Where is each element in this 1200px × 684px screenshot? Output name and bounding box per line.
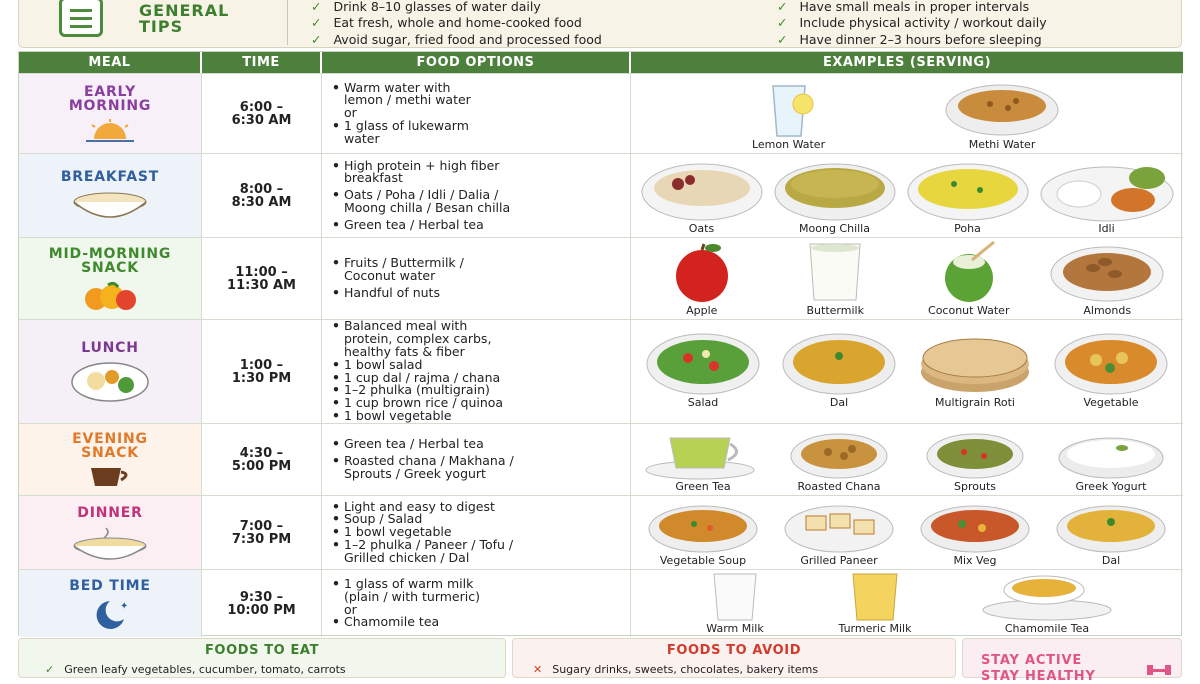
- oats-bowl-icon: [638, 162, 766, 222]
- meal-cell: [19, 238, 202, 319]
- turmeric-milk-glass-icon: [835, 572, 915, 622]
- salad-bowl-icon: [644, 332, 762, 396]
- tip-item: ✓ Have dinner 2–3 hours before sleeping: [777, 31, 1042, 47]
- chamomile-tea-cup-icon: [980, 572, 1114, 622]
- tip-item: ✓ Avoid sugar, fried food and processed food: [311, 31, 602, 47]
- example-item: Greek Yogurt: [1052, 432, 1170, 493]
- dal-bowl-icon: [1052, 504, 1170, 554]
- methi-water-bowl-icon: [942, 84, 1062, 138]
- coconut-icon: [914, 242, 1024, 304]
- example-item: Grilled Paneer: [780, 504, 898, 567]
- examples-cell: [631, 424, 1183, 495]
- table-row-lunch: [19, 319, 1183, 423]
- example-item: Dal: [780, 332, 898, 409]
- meal-name: BREAKFAST: [60, 168, 160, 185]
- meal-name: MID-MORNING SNACK: [48, 245, 172, 276]
- meal-cell: [19, 570, 202, 637]
- check-icon: ✓: [45, 663, 55, 676]
- tip-item: ✓ Include physical activity / workout daily: [777, 15, 1047, 31]
- header-meal: MEAL: [19, 52, 202, 73]
- meal-cell: [19, 154, 202, 237]
- table-row-dinner: [19, 495, 1183, 569]
- meal-name: DINNER: [77, 504, 143, 521]
- header-food-options: FOOD OPTIONS: [322, 52, 631, 73]
- tip-item: ✓ Eat fresh, whole and home-cooked food: [311, 15, 582, 31]
- tea-cup-icon: [85, 466, 135, 488]
- food-options-cell: • Light and easy to digest • Soup / Salad • 1 bowl vegetable • 1–2 phulka / Paneer / Tofu / Grilled chicken / Dal: [322, 496, 631, 569]
- example-item: Multigrain Roti: [916, 332, 1034, 409]
- tip-item: ✓ Drink 8–10 glasses of water daily: [311, 0, 541, 14]
- check-icon: ✓: [777, 31, 788, 47]
- time-cell: 8:00 – 8:30 AM: [202, 154, 322, 237]
- table-row-evening-snack: [19, 423, 1183, 495]
- warm-milk-glass-icon: [700, 572, 770, 622]
- meal-name: BED TIME: [69, 577, 151, 594]
- example-item: Methi Water: [942, 84, 1062, 151]
- examples-cell: [631, 570, 1183, 637]
- example-item: Sprouts: [916, 432, 1034, 493]
- green-tea-cup-icon: [644, 432, 762, 480]
- example-item: Almonds: [1047, 242, 1167, 317]
- food-options-cell: • Fruits / Buttermilk / Coconut water • Handful of nuts: [322, 238, 631, 319]
- table-row-breakfast: [19, 153, 1183, 237]
- foods-to-avoid-panel: [512, 638, 956, 678]
- time-cell: 7:00 – 7:30 PM: [202, 496, 322, 569]
- example-item: Warm Milk: [700, 572, 770, 635]
- stay-active-text: STAY ACTIVE: [981, 653, 1083, 668]
- dal-bowl-icon: [780, 332, 898, 396]
- poha-plate-icon: [904, 162, 1032, 222]
- check-icon: ✓: [311, 31, 322, 47]
- check-icon: ✓: [311, 15, 322, 31]
- time-cell: 9:30 – 10:00 PM: [202, 570, 322, 637]
- table-row-bed-time: [19, 569, 1183, 637]
- example-item: Mix Veg: [916, 504, 1034, 567]
- foods-to-avoid-title: FOODS TO AVOID: [666, 643, 802, 658]
- time-cell: 1:00 – 1:30 PM: [202, 320, 322, 423]
- apple-icon: [647, 242, 757, 304]
- example-item: Salad: [644, 332, 762, 409]
- general-tips-banner: [18, 0, 1182, 48]
- fruits-icon: [78, 281, 142, 311]
- example-item: Apple: [647, 242, 757, 317]
- time-cell: 11:00 – 11:30 AM: [202, 238, 322, 319]
- idli-plate-icon: [1037, 162, 1177, 222]
- example-item: Idli: [1037, 162, 1177, 235]
- sunrise-icon: [82, 119, 138, 143]
- check-icon: ✓: [777, 15, 788, 31]
- examples-cell: [631, 74, 1183, 153]
- meal-cell: [19, 320, 202, 423]
- diet-plan-table: [18, 51, 1182, 636]
- examples-cell: [631, 238, 1183, 319]
- greek-yogurt-bowl-icon: [1052, 432, 1170, 480]
- examples-cell: [631, 154, 1183, 237]
- example-item: Roasted Chana: [780, 432, 898, 493]
- time-cell: 6:00 – 6:30 AM: [202, 74, 322, 153]
- example-item: Vegetable: [1052, 332, 1170, 409]
- vegetable-bowl-icon: [1052, 332, 1170, 396]
- example-item: Moong Chilla: [771, 162, 899, 235]
- vegetable-soup-bowl-icon: [644, 504, 762, 554]
- tips-list-left: [311, 0, 602, 48]
- almonds-bowl-icon: [1047, 242, 1167, 304]
- meal-cell: [19, 496, 202, 569]
- example-item: Chamomile Tea: [980, 572, 1114, 635]
- examples-cell: [631, 496, 1183, 569]
- food-options-cell: • Balanced meal with protein, complex carbs, healthy fats & fiber • 1 bowl salad • 1 cup dal / rajma / chana • 1–2 phulka (multigrain) • 1 cup brown rice / quinoa • 1 bowl vegetable: [322, 320, 631, 423]
- table-row-early-morning: [19, 73, 1183, 153]
- roasted-chana-bowl-icon: [780, 432, 898, 480]
- meal-cell: [19, 424, 202, 495]
- header-examples: EXAMPLES (SERVING): [822, 55, 992, 70]
- moong-chilla-plate-icon: [771, 162, 899, 222]
- table-row-mid-morning-snack: [19, 237, 1183, 319]
- lunch-plate-icon: [70, 361, 150, 403]
- food-options-cell: • 1 glass of warm milk (plain / with turmeric) or • Chamomile tea: [322, 570, 631, 637]
- buttermilk-glass-icon: [780, 242, 890, 304]
- example-item: Turmeric Milk: [835, 572, 915, 635]
- check-icon: ✓: [311, 0, 322, 14]
- example-item: Buttermilk: [780, 242, 890, 317]
- breakfast-bowl-icon: [70, 190, 150, 222]
- tip-item: ✓ Have small meals in proper intervals: [777, 0, 1030, 14]
- foods-to-avoid-item: ✕ Sugary drinks, sweets, chocolates, bakery items: [533, 663, 819, 676]
- foods-to-eat-title: FOODS TO EAT: [204, 643, 320, 658]
- food-options-cell: • Green tea / Herbal tea • Roasted chana / Makhana / Sprouts / Greek yogurt: [322, 424, 631, 495]
- example-item: Dal: [1052, 504, 1170, 567]
- divider: [287, 0, 288, 45]
- meal-cell: [19, 74, 202, 153]
- stay-healthy-text: STAY HEALTHY: [981, 669, 1096, 684]
- dinner-bowl-icon: [70, 526, 150, 560]
- table-header: [19, 52, 1183, 73]
- check-icon: ✓: [777, 0, 788, 14]
- cross-icon: ✕: [533, 663, 543, 676]
- moon-stars-icon: [90, 599, 130, 629]
- example-item: Green Tea: [644, 432, 762, 493]
- meal-name: LUNCH: [81, 339, 139, 356]
- example-item: Lemon Water: [752, 84, 825, 151]
- meal-name: EARLY MORNING: [68, 83, 152, 114]
- stay-active-panel: [962, 638, 1182, 684]
- tips-list-right: [777, 0, 1047, 48]
- mix-veg-bowl-icon: [916, 504, 1034, 554]
- foods-to-eat-item: ✓ Green leafy vegetables, cucumber, tomato, carrots: [45, 663, 346, 676]
- checklist-icon: [59, 0, 103, 37]
- example-item: Coconut Water: [914, 242, 1024, 317]
- header-time: TIME: [202, 52, 322, 73]
- food-options-cell: • Warm water with lemon / methi water or • 1 glass of lukewarm water: [322, 74, 631, 153]
- examples-cell: [631, 320, 1183, 423]
- example-item: Poha: [904, 162, 1032, 235]
- svg-text:✦: ✦: [120, 600, 129, 612]
- grilled-paneer-plate-icon: [780, 504, 898, 554]
- general-tips-title: GENERAL TIPS: [139, 1, 230, 36]
- example-item: Oats: [638, 162, 766, 235]
- dumbbell-icon: [1145, 661, 1173, 679]
- foods-to-eat-panel: [18, 638, 506, 678]
- meal-name: EVENING SNACK: [72, 430, 148, 461]
- sprouts-bowl-icon: [916, 432, 1034, 480]
- time-cell: 4:30 – 5:00 PM: [202, 424, 322, 495]
- food-options-cell: • High protein + high fiber breakfast • Oats / Poha / Idli / Dalia / Moong chilla / Besan chilla • Green tea / Herbal tea: [322, 154, 631, 237]
- roti-stack-icon: [916, 332, 1034, 396]
- example-item: Vegetable Soup: [644, 504, 762, 567]
- lemon-water-glass-icon: [759, 84, 819, 138]
